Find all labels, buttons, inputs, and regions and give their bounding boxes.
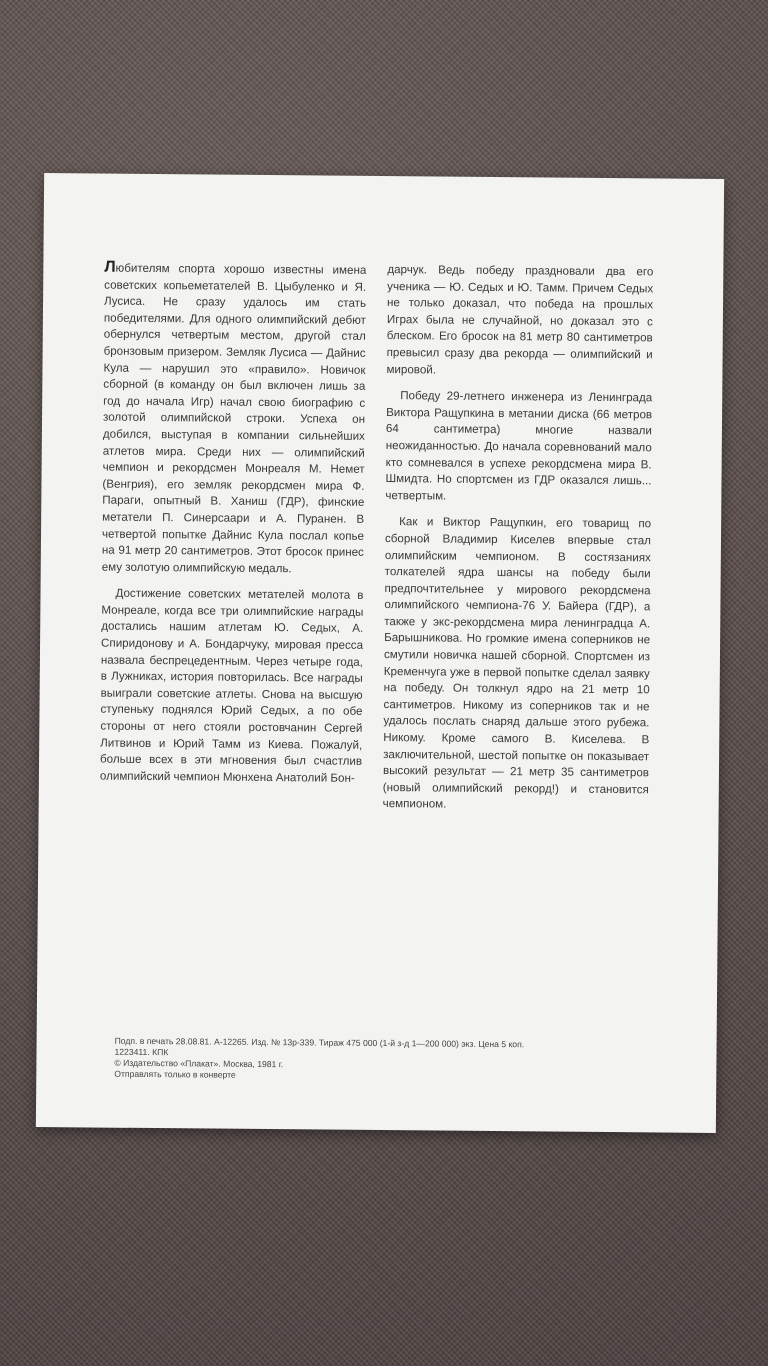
article-paragraph-5: Как и Виктор Ращупкин, его товарищ по сборной Владимир Киселев впервые стал олимпийским чемпионом. В состязаниях толкателей ядра шансы на победу были предпочтительнее у мирового рекордсмена олимпийского чемпиона-76 У. Байера (ГДР), а также у экс-рекордсмена мира ленинградца А. Барышникова. Но громкие имена соперников не смутили новичка нашей сборной. Спортсмен из Кременчуга уже в первой попытке сделал заявку на победу. Он толкнул ядро на 21 метр 10 сантиметров. Никому из соперников так и не удалось послать снаряд дальше этого рубежа. Никому. Кроме самого В. Киселева. В заключительной, шестой попытке он показывает высокий результат — 21 метр 35 сантиметров (новый олимпийский рекорд!) и становится чемпионом. — [382, 515, 652, 811]
article-paragraph-2: Достижение советских метателей молота в Монреале, когда все три олимпийские награды достались нашим атлетам Ю. Седых, А. Спиридонову и А. Бондарчуку, мировая пресса назвала беспрецедентным. Через четыре года, в Лужниках, история повторилась. Все награды выиграли советские атлеты. Снова на высшую ступеньку поднялся Юрий Седых, а по обе стороны от него стояли ростовчанин Сергей Литвинов и Юрий Тамм из Киева. Пожалуй, больше всех в эти мгновения был счастлив олимпийский чемпион Мюнхена Анатолий Бон- — [99, 586, 364, 785]
article-left-column — [100, 260, 367, 788]
article-paragraph-4: Победу 29-летнего инженера из Ленинграда Виктора Ращупкина в метании диска (66 метров 64 сантиметра) многие назвали неожиданностью. До начала соревнований мало кто сомневался в успехе рекордсмена мира В. Шмидта. Но спортсмен из ГДР оказался лишь... четвертым. — [385, 389, 653, 503]
imprint-line: © Издательство «Плакат». Москва, 1981 г. — [114, 1057, 284, 1070]
article-paragraph-1 — [102, 260, 367, 579]
drop-cap: Л — [104, 258, 116, 276]
article-paragraph-3: дарчук. Ведь победу праздновали два его ученика — Ю. Седых и Ю. Тамм. Причем Седых не только доказал, что победа на прошлых Играх была не случайной, но доказал это с блеском. Его бросок на 81 метр 80 сантиметров превысил сразу два рекорда — олимпийский и мировой. — [386, 263, 654, 377]
imprint-line: Отправлять только в конверте — [114, 1068, 236, 1080]
postcard-back — [36, 173, 724, 1133]
imprint-line: 1223411. КПК — [114, 1046, 169, 1058]
article-right-column — [383, 262, 654, 815]
imprint-line: Подп. в печать 28.08.81. А-12265. Изд. № 13р-339. Тираж 475 000 (1-й з-д 1—200 000) экз. Цена 5 коп. — [114, 1035, 525, 1050]
publication-imprint — [114, 1036, 654, 1085]
paragraph-text: юбителям спорта хорошо известны имена советских копьеметателей В. Цыбуленко и Я. Лусиса. Не сразу удалось им стать победителями. Для одного олимпийский дебют обернулся четвертым местом, другой стал бронзовым призером. Земляк Лусиса — Дайнис Кула — нарушил это «правило». Новичок сборной (в команду он был включен лишь за год до начала Игр) начал свою биографию с золотой олимпийской строки. Успеха он добился, выступая в компании сильнейших атлетов мира. Среди них — олимпийский чемпион и рекордсмен Монреаля М. Немет (Венгрия), его земляк рекордсмен мира Ф. Параги, опытный В. Ханиш (ГДР), финские метатели П. Синерсаари и А. Пуранен. В четвертой попытке Дайнис Кула послал копье на 91 метр 20 сантиметров. Этот бросок принес ему золотую олимпийскую медаль. — [101, 261, 367, 575]
